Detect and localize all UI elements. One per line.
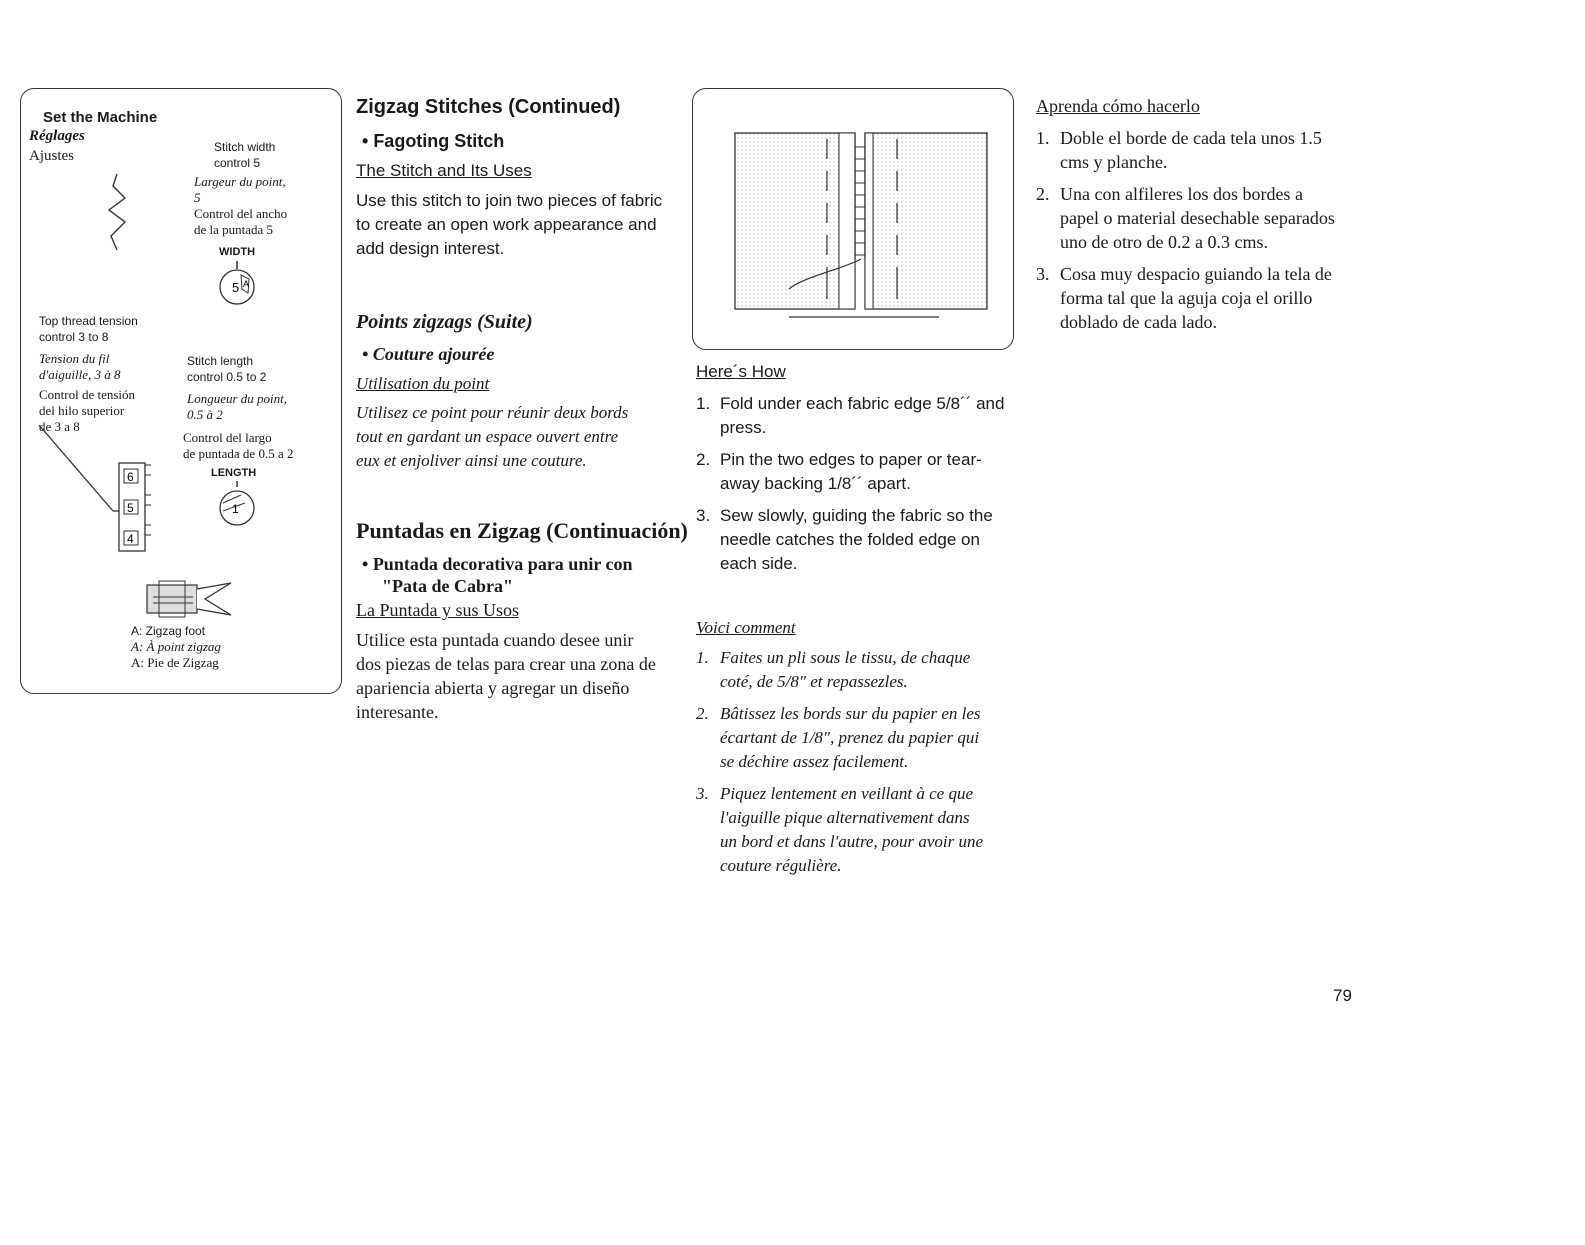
step-line: Sew slowly, guiding the fabric so the [720, 506, 993, 525]
step-line: forma tal que la aguja coja el orillo [1060, 288, 1313, 308]
tension-dial-value-4: 4 [127, 532, 134, 546]
spanish-subheading: • Puntada decorativa para unir con "Pata de Cabra" [362, 554, 633, 596]
french-uses-line: eux et enjoliver ainsi une couture. [356, 451, 587, 470]
french-how-heading: Voici comment [696, 618, 796, 637]
spanish-uses-line: interesante. [356, 702, 439, 722]
english-how-heading: Here´s How [696, 362, 786, 381]
spanish-uses-line: dos piezas de telas para crear una zona de [356, 654, 656, 674]
tension-dial-icon [35, 425, 155, 555]
spanish-uses-line: Utilice esta puntada cuando desee unir [356, 630, 634, 650]
fabric-fagoting-diagram [693, 89, 1013, 349]
spanish-steps-list [1036, 126, 1358, 342]
width-es-2: de la puntada 5 [194, 222, 274, 237]
step-line: Faites un pli sous le tissu, de chaque [720, 648, 971, 667]
tension-en-2: control 3 to 8 [39, 330, 109, 344]
english-step [696, 392, 1016, 440]
length-en-2: control 0.5 to 2 [187, 370, 267, 384]
spanish-step [1036, 262, 1358, 334]
step-line: doblado de cada lado. [1060, 312, 1217, 332]
tension-info [39, 313, 138, 435]
english-uses-line: to create an open work appearance and [356, 215, 657, 234]
settings-title: Set the Machine [43, 109, 158, 126]
stitch-length-info [187, 353, 287, 423]
foot-es: A: Pie de Zigzag [131, 655, 219, 670]
step-line: l'aiguille pique alternativement dans [720, 808, 970, 827]
length-dial-label: LENGTH [211, 467, 257, 479]
step-line: each side. [720, 554, 798, 573]
length-fr-1: Longueur du point, [187, 391, 288, 406]
width-en-1: Stitch width [214, 140, 276, 154]
step-number: 3. [696, 506, 711, 525]
step-line: Doble el borde de cada tela unos 1.5 [1060, 128, 1322, 148]
english-subheading-text: Fagoting Stitch [373, 131, 505, 151]
step-line: Fold under each fabric edge 5/8´´ and [720, 394, 1005, 413]
width-es-1: Control del ancho [194, 206, 288, 221]
tension-es-3: de 3 a 8 [39, 419, 80, 434]
english-step [696, 504, 1016, 576]
french-step [696, 646, 1016, 694]
french-uses-body [356, 401, 674, 473]
step-line: Pin the two edges to paper or tear- [720, 450, 982, 469]
step-line: écartant de 1/8", prenez du papier qui [720, 728, 980, 747]
tension-es-1: Control de tensión [39, 387, 136, 402]
english-step [696, 448, 1016, 496]
spanish-subheading-line-2: "Pata de Cabra" [382, 576, 513, 596]
step-line: Cosa muy despacio guiando la tela de [1060, 264, 1332, 284]
stitch-width-info [214, 139, 275, 171]
machine-settings-box [20, 88, 342, 694]
french-uses-line: tout en gardant un espace ouvert entre [356, 427, 619, 446]
tension-fr-2: d'aiguille, 3 à 8 [39, 367, 121, 382]
width-fr-1: Largeur du point, [194, 174, 286, 189]
french-uses-line: Utilisez ce point pour réunir deux bords [356, 403, 629, 422]
step-number: 1. [1036, 128, 1050, 148]
step-line: un bord et dans l'autre, pour avoir une [720, 832, 984, 851]
spanish-subheading-line-1: Puntada decorativa para unir con [372, 554, 633, 574]
english-subheading: • Fagoting Stitch [362, 131, 505, 151]
length-dial-icon [215, 481, 261, 531]
tension-dial-value-6: 6 [127, 470, 134, 484]
french-subheading-text: Couture ajourée [372, 344, 495, 364]
step-number: 2. [696, 704, 709, 723]
width-dial-value: 5 [232, 280, 240, 295]
length-es-1: Control del largo [183, 430, 272, 445]
step-line: Piquez lentement en veillant à ce que [720, 784, 974, 803]
stitch-length-info-es [183, 430, 293, 462]
step-line: away backing 1/8´´ apart. [720, 474, 911, 493]
french-steps-list [696, 646, 1016, 886]
stitch-width-info-translations [194, 174, 287, 238]
zigzag-foot-icon [145, 579, 235, 619]
step-number: 3. [696, 784, 709, 803]
french-step [696, 782, 1016, 878]
spanish-uses-line: apariencia abierta y agregar un diseño [356, 678, 630, 698]
length-es-2: de puntada de 0.5 a 2 [183, 446, 294, 461]
settings-title-es: Ajustes [29, 148, 74, 164]
french-uses-heading: Utilisation du point [356, 374, 490, 393]
english-uses-body [356, 189, 662, 261]
english-uses-line: Use this stitch to join two pieces of fabric [356, 191, 663, 210]
step-number: 2. [1036, 184, 1050, 204]
length-en-1: Stitch length [187, 354, 254, 368]
step-line: Una con alfileres los dos bordes a [1060, 184, 1303, 204]
spanish-heading: Puntadas en Zigzag (Continuación) [356, 518, 688, 543]
settings-title-fr: Réglages [29, 128, 85, 144]
step-number: 2. [696, 450, 711, 469]
step-line: papel o material desechable separados [1060, 208, 1335, 228]
tension-es-2: del hilo superior [39, 403, 125, 418]
french-subheading: • Couture ajourée [362, 344, 495, 364]
tension-en-1: Top thread tension [39, 314, 138, 328]
step-line: couture régulière. [720, 856, 842, 875]
step-line: uno de otro de 0.2 a 0.3 cms. [1060, 232, 1268, 252]
foot-en: A: Zigzag foot [131, 624, 206, 638]
fagoting-illustration [692, 88, 1014, 350]
step-number: 1. [696, 648, 709, 667]
width-en-2: control 5 [214, 156, 261, 170]
length-fr-2: 0.5 à 2 [187, 407, 223, 422]
french-step [696, 702, 1016, 774]
width-fr-2: 5 [194, 190, 201, 205]
step-line: needle catches the folded edge on [720, 530, 980, 549]
page-number: 79 [1333, 986, 1352, 1005]
width-dial-mark: A [243, 279, 250, 289]
width-dial-label: WIDTH [219, 246, 256, 258]
french-heading: Points zigzags (Suite) [356, 311, 533, 333]
english-uses-line: add design interest. [356, 239, 505, 258]
step-line: Bâtissez les bords sur du papier en les [720, 704, 981, 723]
step-line: press. [720, 418, 767, 437]
spanish-uses-heading: La Puntada y sus Usos [356, 600, 519, 620]
english-steps-list [696, 392, 1016, 584]
step-line: se déchire assez facilement. [720, 752, 909, 771]
foot-fr: A: À point zigzag [131, 639, 221, 654]
spanish-step [1036, 126, 1358, 174]
step-number: 3. [1036, 264, 1050, 284]
step-number: 1. [696, 394, 711, 413]
length-dial-value: 1 [232, 502, 239, 516]
spanish-uses-body [356, 628, 674, 724]
zigzag-stitch-icon [103, 174, 133, 254]
tension-dial-value-5: 5 [127, 501, 134, 515]
step-line: coté, de 5/8" et repassezles. [720, 672, 908, 691]
english-heading: Zigzag Stitches (Continued) [356, 96, 621, 118]
spanish-step [1036, 182, 1358, 254]
width-dial-icon [215, 261, 261, 307]
step-line: cms y planche. [1060, 152, 1168, 172]
tension-fr-1: Tension du fil [39, 351, 110, 366]
spanish-how-heading: Aprenda cómo hacerlo [1036, 96, 1200, 116]
foot-info [131, 623, 221, 671]
english-uses-heading: The Stitch and Its Uses [356, 161, 532, 180]
